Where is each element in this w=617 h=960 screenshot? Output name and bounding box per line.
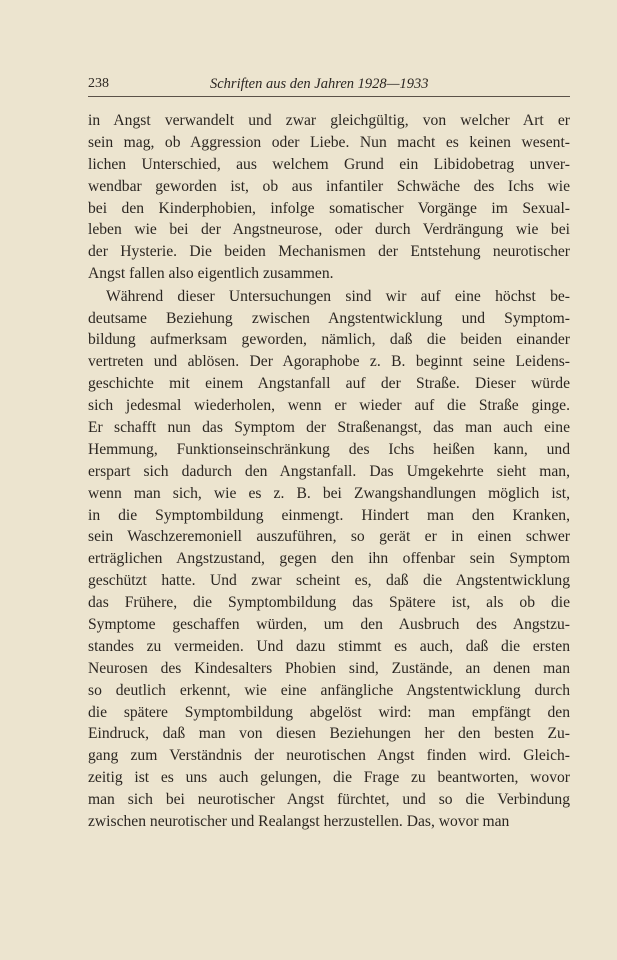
text-line: Neurosen des Kindesalters Phobien sind, Zustände, an denen man	[88, 659, 570, 677]
text-line: Symptome geschaffen würden, um den Ausbruch des Angstzu-	[88, 615, 570, 633]
page-number: 238	[88, 76, 109, 91]
text-line: erträglichen Angstzustand, gegen den ihn offenbar sein Symptom	[88, 550, 570, 568]
text-line: erspart sich dadurch den Angstanfall. Das Umgekehrte sieht man,	[88, 462, 570, 480]
text-line: bei den Kinderphobien, infolge somatischer Vorgänge im Sexual-	[88, 199, 570, 217]
text-line: Angst fallen also eigentlich zusammen.	[88, 265, 334, 283]
running-header	[88, 76, 570, 97]
text-line: standes zu vermeiden. Und dazu stimmt es auch, daß die ersten	[88, 637, 570, 655]
text-line: der Hysterie. Die beiden Mechanismen der Entstehung neurotischer	[88, 243, 570, 261]
text-line: geschichte mit einem Angstanfall auf der Straße. Dieser würde	[88, 375, 570, 393]
text-line: bildung aufmerksam geworden, nämlich, daß die beiden einander	[88, 331, 570, 349]
text-line: lichen Unterschied, aus welchem Grund ein Libidobetrag unver-	[88, 155, 570, 173]
text-line: zwischen neurotischer und Realangst herzustellen. Das, wovor man	[88, 813, 510, 830]
paragraph	[88, 286, 570, 833]
text-line: Eindruck, daß man von diesen Beziehungen her den besten Zu-	[88, 725, 570, 743]
text-line: das Frühere, die Symptombildung das Spätere ist, als ob die	[88, 594, 570, 612]
text-line: die spätere Symptombildung abgelöst wird: man empfängt den	[88, 703, 570, 721]
text-line: geschützt hatte. Und zwar scheint es, daß die Angstentwicklung	[88, 572, 570, 590]
text-line: Er schafft nun das Symptom der Straßenangst, das man auch eine	[88, 418, 570, 436]
text-line: wenn man sich, wie es z. B. bei Zwangshandlungen möglich ist,	[88, 484, 570, 502]
text-line: leben wie bei der Angstneurose, oder durch Verdrängung wie bei	[88, 221, 570, 239]
text-line: in Angst verwandelt und zwar gleichgültig, von welcher Art er	[88, 112, 570, 129]
text-line: deutsame Beziehung zwischen Angstentwicklung und Symptom-	[88, 309, 570, 327]
body-text	[88, 110, 570, 833]
text-line: so deutlich erkennt, wie eine anfängliche Angstentwicklung durch	[88, 681, 570, 699]
text-line: sein Waschzeremoniell auszuführen, so gerät er in einen schwer	[88, 528, 570, 546]
text-line: Hemmung, Funktionseinschränkung des Ichs heißen kann, und	[88, 440, 570, 458]
text-line: Während dieser Untersuchungen sind wir auf eine höchst be-	[106, 287, 570, 305]
text-line: in die Symptombildung einmengt. Hindert man den Kranken,	[88, 506, 570, 524]
text-line: sich jedesmal wiederholen, wenn er wieder auf die Straße ginge.	[88, 397, 570, 415]
text-line: gang zum Verständnis der neurotischen Angst finden wird. Gleich-	[88, 747, 570, 765]
text-line: zeitig ist es uns auch gelungen, die Frage zu beantworten, wovor	[88, 769, 570, 787]
text-line: sein mag, ob Aggression oder Liebe. Nun macht es keinen wesent-	[88, 133, 570, 151]
text-line: man sich bei neurotischer Angst fürchtet, und so die Verbindung	[88, 791, 570, 809]
text-line: wendbar geworden ist, ob aus infantiler Schwäche des Ichs wie	[88, 177, 570, 195]
running-title: Schriften aus den Jahren 1928—1933	[210, 76, 429, 92]
paragraph	[88, 110, 570, 285]
text-line: vertreten und ablösen. Der Agoraphobe z. B. beginnt seine Leidens-	[88, 353, 570, 371]
